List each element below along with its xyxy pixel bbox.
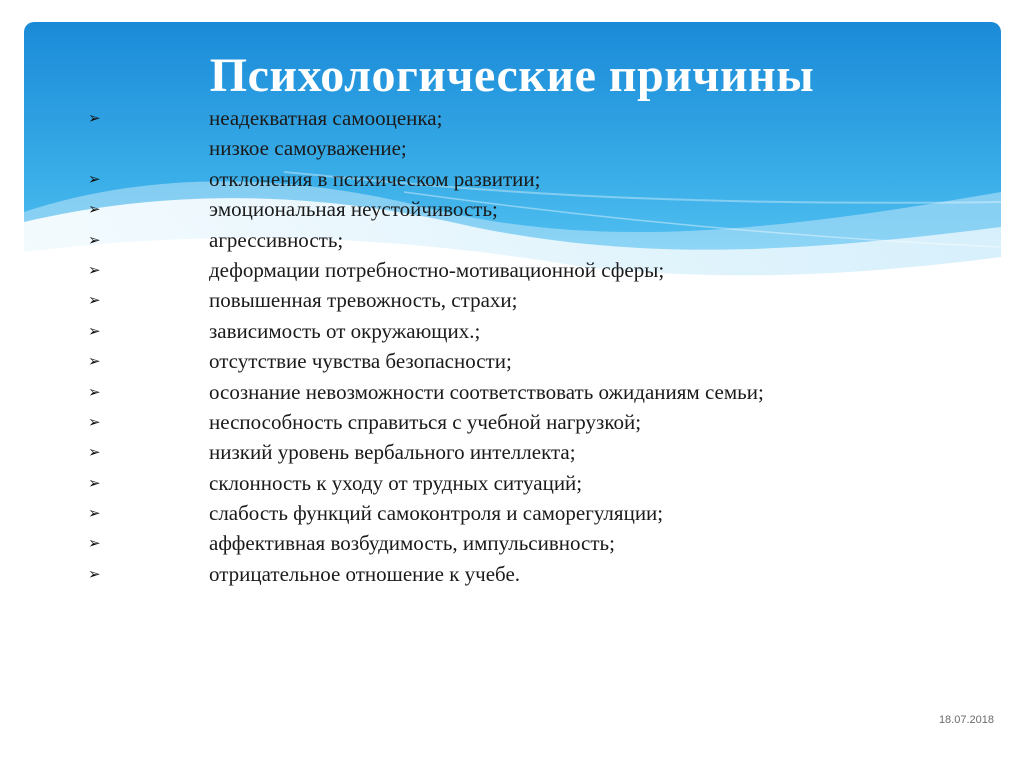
slide-date: 18.07.2018: [938, 714, 994, 726]
cause-text: эмоциональная неустойчивость;: [209, 197, 498, 222]
arrow-bullet-icon: ➢: [88, 260, 101, 279]
cause-text: неадекватная самооценка;: [209, 106, 443, 130]
cause-text: низкий уровень вербального интеллекта;: [209, 440, 576, 465]
arrow-bullet-icon: ➢: [88, 321, 101, 340]
cause-text: аффективная возбудимость, импульсивность;: [209, 531, 615, 556]
cause-text: неспособность справиться с учебной нагрузкой;: [209, 409, 642, 434]
cause-text: осознание невозможности соответствовать ожиданиям семьи;: [209, 379, 764, 404]
cause-text: отклонения в психическом развитии;: [209, 166, 541, 191]
cause-text: отрицательное отношение к учебе.: [209, 561, 521, 586]
arrow-bullet-icon: ➢: [88, 443, 101, 462]
cause-text: низкое самоуважение;: [209, 136, 407, 161]
arrow-bullet-icon: ➢: [88, 564, 101, 583]
arrow-bullet-icon: ➢: [88, 352, 101, 371]
arrow-bullet-icon: ➢: [88, 412, 101, 431]
cause-text: зависимость от окружающих.;: [209, 318, 481, 343]
cause-text: повышенная тревожность, страхи;: [209, 288, 518, 313]
arrow-bullet-icon: ➢: [88, 230, 101, 249]
arrow-bullet-icon: ➢: [88, 109, 101, 127]
arrow-bullet-icon: ➢: [88, 200, 101, 219]
cause-text: слабость функций самоконтроля и саморегуляции;: [209, 501, 664, 526]
cause-text: отсутствие чувства безопасности;: [209, 349, 512, 374]
cause-text: деформации потребностно-мотивационной сферы;: [209, 257, 665, 282]
slide-title: Психологические причины: [209, 49, 815, 102]
arrow-bullet-icon: ➢: [88, 382, 101, 401]
arrow-bullet-icon: ➢: [88, 534, 101, 553]
arrow-bullet-icon: ➢: [88, 473, 101, 492]
cause-text: склонность к уходу от трудных ситуаций;: [209, 470, 583, 495]
arrow-bullet-icon: ➢: [88, 291, 101, 310]
arrow-bullet-icon: ➢: [88, 169, 101, 188]
arrow-bullet-icon: ➢: [88, 504, 101, 523]
cause-text: агрессивность;: [209, 227, 344, 252]
